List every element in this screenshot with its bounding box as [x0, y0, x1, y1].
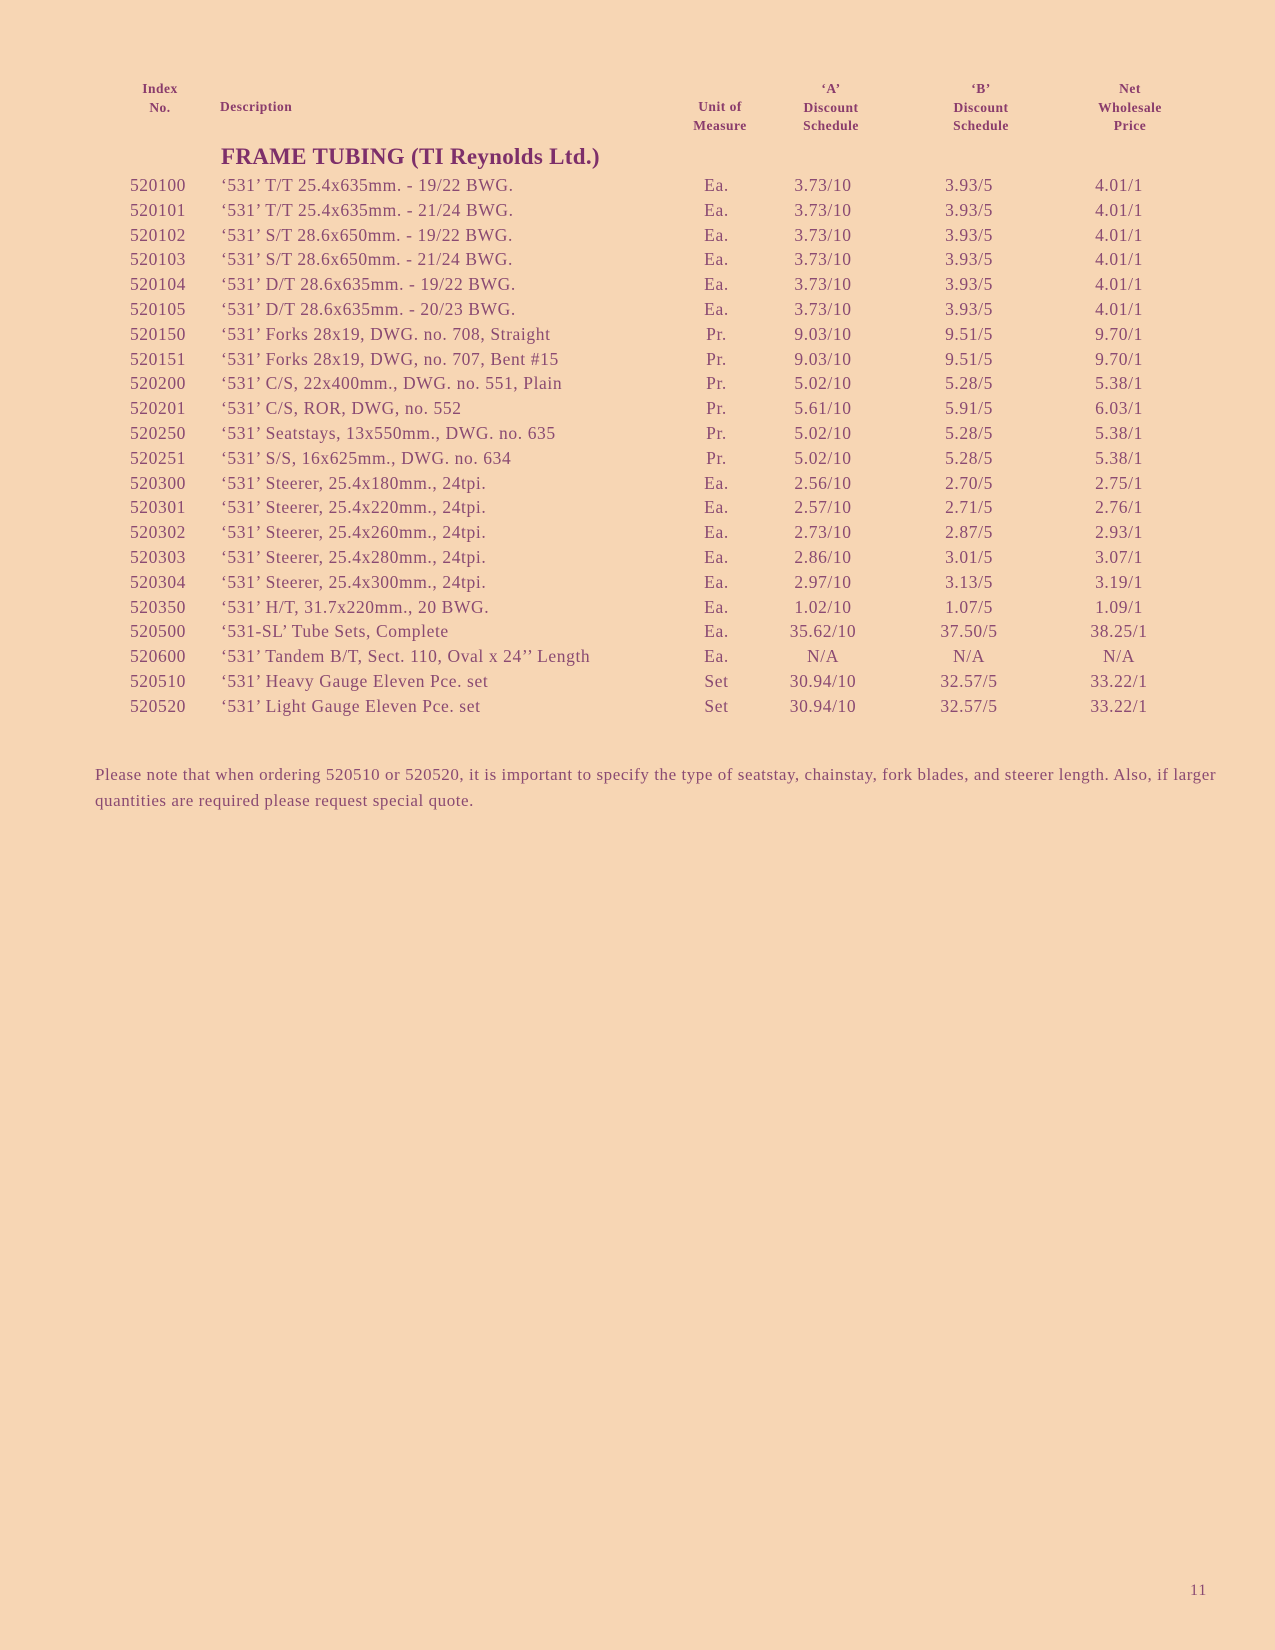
cell-a-discount: N/A [807, 646, 839, 667]
cell-description: ‘531’ Tandem B/T, Sect. 110, Oval x 24’’ Length [221, 646, 591, 667]
section-title: FRAME TUBING (TI Reynolds Ltd.) [221, 144, 600, 169]
ordering-note: Please note that when ordering 520510 or 520520, it is important to specify the type of seatstay, chainstay, fork blades, and steerer length. Also, if larger quantities are required please request special quote. [95, 765, 1217, 810]
cell-net-price: 33.22/1 [1090, 670, 1148, 691]
table-row [0, 274, 1275, 299]
cell-net-price: 6.03/1 [1095, 398, 1143, 419]
cell-index-no: 520600 [129, 646, 187, 667]
cell-net-price: 2.75/1 [1095, 472, 1143, 493]
cell-description: ‘531’ T/T 25.4x635mm. - 19/22 BWG. [221, 175, 514, 195]
cell-description: ‘531’ S/T 28.6x650mm. - 19/22 BWG. [221, 224, 513, 245]
cell-a-discount: 9.03/10 [794, 348, 852, 369]
cell-b-discount: 3.93/5 [945, 298, 993, 319]
cell-net-price: 4.01/1 [1095, 249, 1143, 270]
cell-unit: Ea. [704, 546, 729, 567]
cell-description: ‘531’ Seatstays, 13x550mm., DWG. no. 635 [221, 422, 556, 443]
cell-a-discount: 3.73/10 [794, 175, 852, 195]
cell-b-discount: 2.70/5 [945, 472, 993, 493]
header-net-wholesale-price [1080, 80, 1180, 136]
cell-net-price: 3.07/1 [1095, 546, 1143, 567]
cell-description: ‘531’ Steerer, 25.4x300mm., 24tpi. [221, 571, 487, 592]
cell-unit: Ea. [704, 646, 729, 667]
table-row [0, 547, 1275, 572]
cell-a-discount: 2.86/10 [794, 546, 852, 567]
cell-net-price: 5.38/1 [1095, 422, 1143, 443]
cell-net-price: 2.76/1 [1095, 497, 1143, 518]
cell-b-discount: 1.07/5 [945, 596, 993, 617]
cell-b-discount: 5.91/5 [945, 398, 993, 419]
cell-index-no: 520103 [129, 249, 187, 270]
cell-b-discount: 5.28/5 [945, 447, 993, 468]
header-b-discount-schedule [931, 80, 1031, 136]
cell-unit: Set [704, 695, 729, 716]
cell-b-discount: 5.28/5 [945, 373, 993, 394]
table-row [0, 597, 1275, 622]
table-row [0, 299, 1275, 324]
cell-index-no: 520303 [129, 546, 187, 567]
cell-index-no: 520304 [129, 571, 187, 592]
table-row [0, 522, 1275, 547]
table-row [0, 497, 1275, 522]
header-description-text: Description [220, 99, 293, 114]
header-index-no [120, 80, 200, 117]
cell-index-no: 520200 [129, 373, 187, 394]
cell-a-discount: 2.73/10 [794, 522, 852, 543]
cell-b-discount: 3.93/5 [945, 224, 993, 245]
cell-unit: Ea. [704, 199, 729, 220]
cell-index-no: 520500 [129, 621, 187, 642]
cell-description: ‘531’ Forks 28x19, DWG. no. 708, Straight [221, 323, 551, 344]
cell-unit: Ea. [704, 224, 729, 245]
cell-net-price: 4.01/1 [1095, 175, 1143, 195]
cell-description: ‘531-SL’ Tube Sets, Complete [221, 621, 449, 642]
cell-b-discount: 3.93/5 [945, 249, 993, 270]
cell-b-discount: 32.57/5 [940, 695, 998, 716]
page-number: 11 [1190, 1582, 1208, 1599]
cell-b-discount: 2.87/5 [945, 522, 993, 543]
header-net-line-3: Price [1113, 118, 1147, 133]
cell-a-discount: 3.73/10 [794, 224, 852, 245]
cell-net-price: 4.01/1 [1095, 274, 1143, 295]
header-unit-line-1: Unit of [698, 99, 742, 114]
table-row [0, 423, 1275, 448]
cell-description: ‘531’ Steerer, 25.4x280mm., 24tpi. [221, 546, 487, 567]
cell-b-discount: 32.57/5 [940, 670, 998, 691]
cell-b-discount: 9.51/5 [945, 323, 993, 344]
cell-description: ‘531’ S/S, 16x625mm., DWG. no. 634 [221, 447, 512, 468]
cell-unit: Ea. [704, 497, 729, 518]
header-a-discount-schedule [781, 80, 881, 136]
cell-net-price: 2.93/1 [1095, 522, 1143, 543]
cell-unit: Pr. [706, 348, 727, 369]
cell-unit: Pr. [706, 373, 727, 394]
cell-net-price: 5.38/1 [1095, 447, 1143, 468]
cell-description: ‘531’ Steerer, 25.4x180mm., 24tpi. [221, 472, 487, 493]
cell-a-discount: 35.62/10 [789, 621, 857, 642]
cell-index-no: 520100 [129, 175, 187, 195]
table-row [0, 572, 1275, 597]
table-row [0, 200, 1275, 225]
header-unit-line-2: Measure [693, 117, 747, 133]
table-row [0, 249, 1275, 274]
cell-a-discount: 5.61/10 [794, 398, 852, 419]
cell-a-discount: 3.73/10 [794, 249, 852, 270]
cell-net-price: 4.01/1 [1095, 199, 1143, 220]
cell-a-discount: 1.02/10 [794, 596, 852, 617]
cell-a-discount: 9.03/10 [794, 323, 852, 344]
cell-unit: Ea. [704, 522, 729, 543]
cell-b-discount: 3.93/5 [945, 274, 993, 295]
cell-index-no: 520201 [129, 398, 187, 419]
header-b-line-2: Discount [953, 99, 1009, 115]
header-b-line-1: ‘B’ [971, 81, 991, 96]
cell-index-no: 520350 [129, 596, 187, 617]
cell-unit: Ea. [704, 175, 729, 195]
header-a-line-3: Schedule [803, 118, 859, 133]
header-index-line-2: No. [149, 99, 171, 115]
cell-description: ‘531’ H/T, 31.7x220mm., 20 BWG. [221, 596, 490, 617]
cell-unit: Ea. [704, 596, 729, 617]
cell-index-no: 520101 [129, 199, 187, 220]
cell-net-price: 33.22/1 [1090, 695, 1148, 716]
header-a-line-1: ‘A’ [821, 81, 841, 96]
cell-a-discount: 30.94/10 [789, 695, 857, 716]
cell-index-no: 520105 [129, 298, 187, 319]
cell-description: ‘531’ Steerer, 25.4x220mm., 24tpi. [221, 497, 487, 518]
cell-b-discount: 3.93/5 [945, 175, 993, 195]
cell-unit: Pr. [706, 422, 727, 443]
cell-a-discount: 5.02/10 [794, 373, 852, 394]
cell-index-no: 520300 [129, 472, 187, 493]
cell-b-discount: 3.93/5 [945, 199, 993, 220]
cell-unit: Ea. [704, 571, 729, 592]
cell-unit: Pr. [706, 398, 727, 419]
header-net-line-2: Wholesale [1098, 99, 1162, 115]
price-table-body [0, 175, 1275, 721]
cell-description: ‘531’ S/T 28.6x650mm. - 21/24 BWG. [221, 249, 513, 270]
cell-b-discount: 5.28/5 [945, 422, 993, 443]
table-row [0, 473, 1275, 498]
cell-description: ‘531’ Light Gauge Eleven Pce. set [221, 695, 481, 716]
cell-description: ‘531’ C/S, ROR, DWG, no. 552 [221, 398, 462, 419]
table-row [0, 671, 1275, 696]
header-description [220, 98, 292, 117]
table-row [0, 646, 1275, 671]
header-a-line-2: Discount [803, 99, 859, 115]
cell-description: ‘531’ Steerer, 25.4x260mm., 24tpi. [221, 522, 487, 543]
cell-description: ‘531’ Forks 28x19, DWG, no. 707, Bent #15 [221, 348, 559, 369]
cell-net-price: 4.01/1 [1095, 224, 1143, 245]
cell-description: ‘531’ D/T 28.6x635mm. - 20/23 BWG. [221, 298, 516, 319]
cell-b-discount: 37.50/5 [940, 621, 998, 642]
cell-a-discount: 3.73/10 [794, 274, 852, 295]
cell-unit: Ea. [704, 621, 729, 642]
cell-a-discount: 30.94/10 [789, 670, 857, 691]
cell-index-no: 520510 [129, 670, 187, 691]
cell-index-no: 520520 [129, 695, 187, 716]
cell-index-no: 520102 [129, 224, 187, 245]
cell-index-no: 520250 [129, 422, 187, 443]
cell-b-discount: 9.51/5 [945, 348, 993, 369]
cell-a-discount: 2.56/10 [794, 472, 852, 493]
cell-unit: Pr. [706, 447, 727, 468]
header-net-line-1: Net [1119, 81, 1141, 96]
cell-index-no: 520104 [129, 274, 187, 295]
cell-b-discount: 2.71/5 [945, 497, 993, 518]
cell-index-no: 520151 [129, 348, 187, 369]
cell-b-discount: 3.01/5 [945, 546, 993, 567]
table-row [0, 696, 1275, 721]
cell-description: ‘531’ C/S, 22x400mm., DWG. no. 551, Plain [221, 373, 563, 394]
cell-index-no: 520251 [129, 447, 187, 468]
cell-net-price: 9.70/1 [1095, 348, 1143, 369]
cell-net-price: 5.38/1 [1095, 373, 1143, 394]
cell-description: ‘531’ D/T 28.6x635mm. - 19/22 BWG. [221, 274, 516, 295]
header-b-line-3: Schedule [953, 118, 1009, 133]
table-row [0, 324, 1275, 349]
cell-index-no: 520150 [129, 323, 187, 344]
cell-a-discount: 3.73/10 [794, 298, 852, 319]
cell-b-discount: N/A [953, 646, 985, 667]
cell-unit: Ea. [704, 249, 729, 270]
cell-a-discount: 2.97/10 [794, 571, 852, 592]
cell-a-discount: 5.02/10 [794, 422, 852, 443]
cell-unit: Ea. [704, 298, 729, 319]
table-row [0, 621, 1275, 646]
table-row [0, 373, 1275, 398]
table-row [0, 175, 1275, 200]
cell-net-price: 9.70/1 [1095, 323, 1143, 344]
cell-net-price: N/A [1103, 646, 1135, 667]
table-row [0, 398, 1275, 423]
cell-net-price: 1.09/1 [1095, 596, 1143, 617]
cell-b-discount: 3.13/5 [945, 571, 993, 592]
table-row [0, 448, 1275, 473]
cell-unit: Pr. [706, 323, 727, 344]
cell-a-discount: 3.73/10 [794, 199, 852, 220]
header-unit-of-measure [680, 98, 760, 135]
table-row [0, 225, 1275, 250]
cell-a-discount: 5.02/10 [794, 447, 852, 468]
cell-net-price: 4.01/1 [1095, 298, 1143, 319]
cell-a-discount: 2.57/10 [794, 497, 852, 518]
cell-description: ‘531’ T/T 25.4x635mm. - 21/24 BWG. [221, 199, 514, 220]
cell-unit: Set [704, 670, 729, 691]
cell-unit: Ea. [704, 274, 729, 295]
table-row [0, 349, 1275, 374]
cell-description: ‘531’ Heavy Gauge Eleven Pce. set [221, 670, 489, 691]
cell-net-price: 3.19/1 [1095, 571, 1143, 592]
header-index-line-1: Index [142, 81, 178, 96]
cell-unit: Ea. [704, 472, 729, 493]
cell-net-price: 38.25/1 [1090, 621, 1148, 642]
cell-index-no: 520301 [129, 497, 187, 518]
cell-index-no: 520302 [129, 522, 187, 543]
